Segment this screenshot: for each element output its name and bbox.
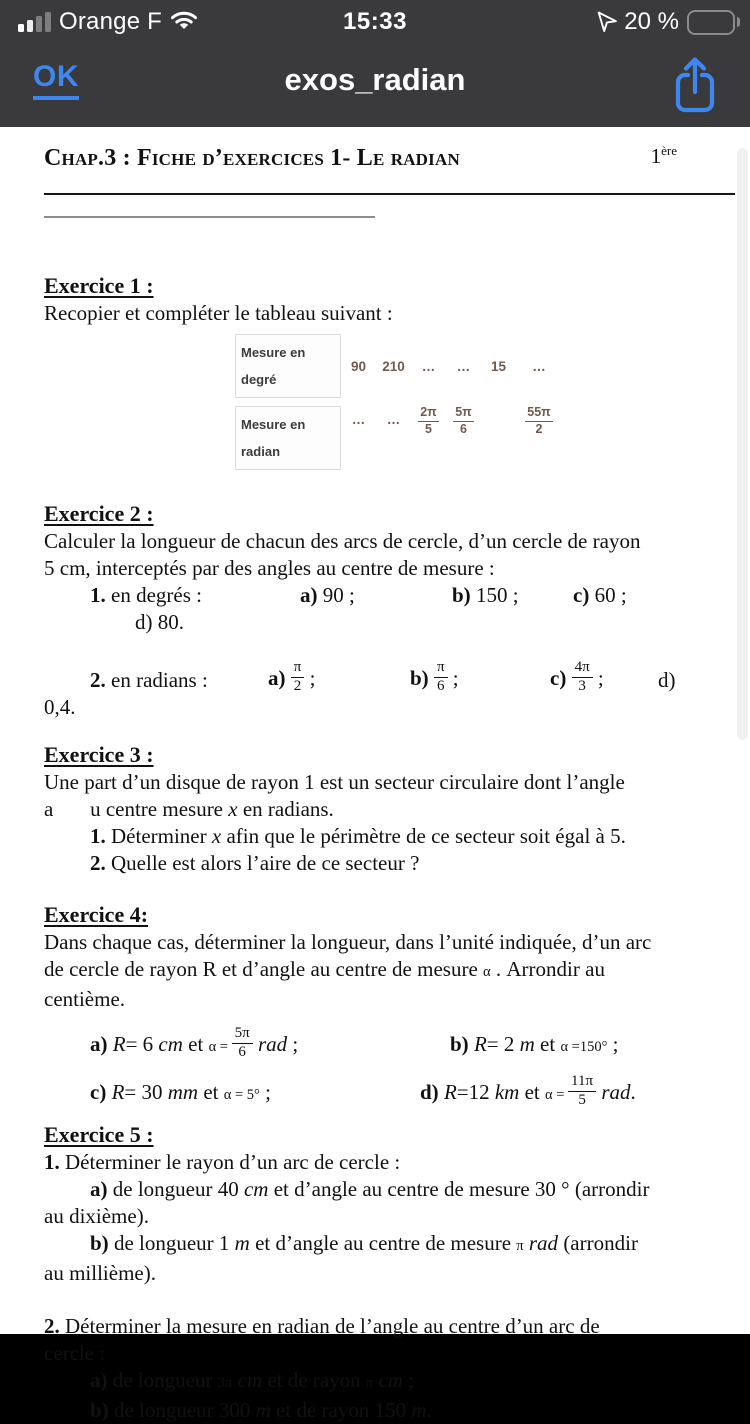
ex3-line-1: Une part d’un disque de rayon 1 est un secteur circulaire dont l’angle (44, 770, 625, 794)
cell-rad-3: $\frac{5\pi}{6}$ (455, 405, 472, 436)
ex2-item-2b: b) $\frac{\pi}{6}$ ; (410, 658, 459, 694)
ex2-item-1: 1. en degrés : (90, 583, 202, 607)
cell-deg-4: 15 (490, 358, 507, 374)
cell-deg-5: … (532, 358, 546, 374)
cell-deg-3: … (456, 358, 471, 374)
battery-icon (687, 10, 740, 35)
table-row-radians (235, 406, 735, 470)
ex4-item-c: c) R= 30 mm et α = 5° ; (90, 1080, 271, 1104)
ex2-item-2c: c) $\frac{4\pi}{3}$ ; (550, 658, 604, 694)
ex2-tail: 0,4. (44, 695, 76, 719)
ex3-line-2: a u centre mesure x en radians. (44, 797, 334, 821)
carrier-label: Orange F (59, 8, 162, 35)
ex2-intro-2: 5 cm, interceptés par des angles au centre de mesure : (44, 556, 495, 580)
ex4-item-b: b) R= 2 m et α =150° ; (450, 1032, 619, 1056)
share-button[interactable] (672, 54, 718, 116)
cell-deg-0: 90 (350, 358, 367, 374)
ex5-q1b-cont: au millième). (44, 1261, 156, 1285)
ex4-intro-3: centième. (44, 987, 126, 1011)
ex5-q2a: a) de longueur 3π cm et de rayon π cm ; (90, 1368, 415, 1392)
table-row-degrees (235, 334, 735, 398)
row-label-degrees: Mesure en degré (235, 334, 341, 398)
ex4-intro-2: de cercle de rayon R et d’angle au centre de mesure α . Arrondir au (44, 957, 605, 981)
ex2-heading: Exercice 2 : (44, 501, 154, 526)
ex3-heading: Exercice 3 : (44, 742, 154, 767)
ex5-q1b: b) de longueur 1 m et d’angle au centre de mesure π rad (arrondir (90, 1231, 638, 1255)
cell-rad-0: … (351, 412, 366, 427)
conversion-table (235, 334, 735, 470)
ex1-intro: Recopier et compléter le tableau suivant : (44, 301, 393, 325)
chapter-title: Chap.3 : Fiche d’exercices 1- Le radian (44, 145, 460, 171)
nav-bar (0, 44, 750, 127)
ex4-ab-line (44, 1013, 735, 1061)
ex2-item-2: 2. en radians : (90, 668, 208, 692)
ex5-q2: 2. Déterminer la mesure en radian de l’angle au centre d’un arc de (44, 1314, 600, 1338)
cell-rad-1: … (386, 412, 401, 427)
ex5-q1a-cont: au dixième). (44, 1204, 149, 1228)
status-right (593, 0, 740, 44)
cell-deg-2: … (421, 358, 436, 374)
grade-level: 1ère (650, 143, 677, 168)
ex3-q1: 1. Déterminer x afin que le périmètre de ce secteur soit égal à 5. (90, 824, 626, 848)
ex2-item-a: a) 90 ; (300, 583, 355, 607)
ex2-intro-1: Calculer la longueur de chacun des arcs de cercle, d’un cercle de rayon (44, 529, 641, 553)
header-rule (44, 193, 735, 195)
ex5-heading: Exercice 5 : (44, 1122, 154, 1147)
clock: 15:33 (343, 8, 407, 35)
ex5-q2-cont: cercle : (44, 1341, 106, 1365)
scrollbar[interactable] (737, 148, 748, 740)
ex1-heading: Exercice 1 : (44, 273, 154, 298)
pdf-preview-page[interactable] (0, 127, 750, 1422)
ex5-q1a: a) de longueur 40 cm et d’angle au centre de mesure 30 ° (arrondir (90, 1177, 650, 1201)
ex3-q2: 2. Quelle est alors l’aire de ce secteur ? (90, 851, 420, 875)
ok-button[interactable]: OK (33, 60, 79, 100)
page-header (44, 143, 735, 173)
cell-deg-1: 210 (382, 358, 405, 374)
ex4-cd-line (44, 1061, 735, 1109)
document-title: exos_radian (284, 62, 466, 97)
ex4-heading: Exercice 4: (44, 902, 149, 927)
ex4-item-d: d) R=12 km et α = $\frac{11\pi}{5}$ rad. (420, 1073, 636, 1108)
ex2-item-d: d) 80. (135, 610, 184, 634)
ex2-item-2a: a) $\frac{\pi}{2}$ ; (268, 658, 316, 694)
ex4-intro-1: Dans chaque cas, déterminer la longueur, dans l’unité indiquée, d’un arc (44, 930, 652, 954)
ex2-item-2d: d) (658, 668, 676, 692)
ex2-item-b: b) 150 ; (452, 583, 519, 607)
ex4-item-a: a) R= 6 cm et α = $\frac{5\pi}{6}$ rad ; (90, 1025, 299, 1060)
ex2-degrees-line (44, 582, 735, 609)
ex2-item-c: c) 60 ; (573, 583, 627, 607)
cell-rad-5: $\frac{55\pi}{2}$ (527, 405, 551, 436)
ex5-q1: 1. Déterminer le rayon d’un arc de cercle : (44, 1150, 401, 1174)
ex2-d-line (44, 609, 735, 636)
cell-rad-2: $\frac{2\pi}{5}$ (420, 405, 437, 436)
ex2-radians-line (44, 646, 735, 694)
location-arrow-icon (593, 8, 616, 36)
sub-rule (44, 216, 375, 218)
battery-percent-label: 20 % (624, 8, 679, 35)
ex5-q2b: b) de longueur 300 m et de rayon 150 m. (90, 1398, 432, 1422)
row-label-radians: Mesure en radian (235, 406, 341, 470)
top-chrome (0, 0, 750, 127)
status-bar (0, 0, 750, 44)
